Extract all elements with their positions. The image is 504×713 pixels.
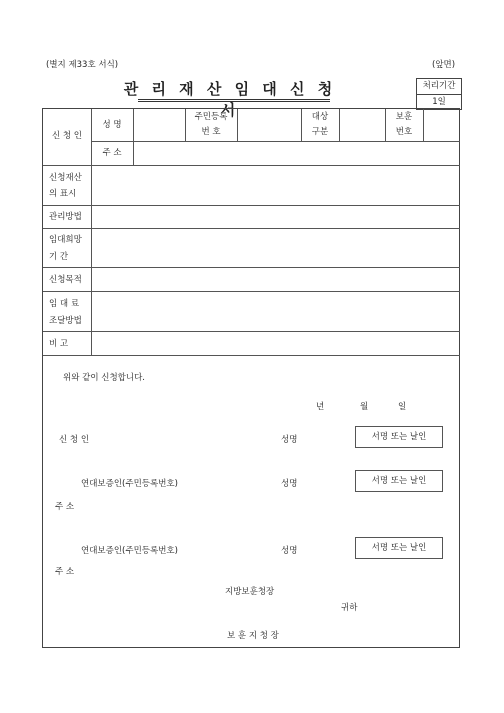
application-form (42, 108, 460, 648)
recipient-label: 지방보훈청장 (225, 587, 275, 597)
honorific-label: 귀하 (341, 603, 358, 613)
divider (423, 109, 424, 141)
divider (43, 165, 460, 166)
divider (339, 109, 340, 141)
guarantor-address-label: 주 소 (55, 502, 75, 512)
fee-label: 임 대 료 (49, 299, 80, 309)
divider (133, 109, 134, 165)
guarantor-name-label: 성명 (281, 479, 298, 489)
property-label: 신청재산 (49, 173, 82, 183)
document-title: 관 리 재 산 임 대 신 청 서 (123, 80, 337, 119)
title-underline (138, 99, 330, 102)
divider (43, 205, 460, 206)
target-type-label: 구분 (311, 127, 329, 137)
guarantor-signature-box[interactable]: 서명 또는 날인 (355, 537, 443, 559)
signatory-name-label: 성명 (281, 435, 298, 445)
address-label: 주 소 (102, 148, 122, 158)
ministry-label: 보 훈 지 청 장 (227, 631, 279, 641)
guarantor-label: 연대보증인(주민등록번호) (81, 546, 178, 556)
resident-number-label: 번 호 (201, 127, 221, 137)
purpose-label: 신청목적 (49, 275, 82, 285)
guarantor-address-label: 주 소 (55, 567, 75, 577)
divider (43, 331, 460, 332)
form-number: (별지 제33호 서식) (46, 60, 119, 70)
processing-period-value: 1일 (432, 97, 446, 107)
veteran-number-label: 보훈 (395, 112, 413, 122)
divider (43, 355, 460, 356)
guarantor-name-label: 성명 (281, 546, 298, 556)
declaration-statement: 위와 같이 신청합니다. (63, 373, 146, 383)
property-label: 의 표시 (49, 189, 77, 199)
management-label: 관리방법 (49, 212, 82, 222)
name-label: 성 명 (102, 120, 122, 130)
target-type-label: 대상 (311, 112, 329, 122)
divider (91, 141, 460, 142)
guarantor-label: 연대보증인(주민등록번호) (81, 479, 178, 489)
processing-period-label: 처리기간 (417, 79, 461, 95)
applicant-label: 신 청 인 (51, 131, 83, 141)
divider (43, 291, 460, 292)
year-label: 년 (316, 402, 325, 412)
divider (43, 267, 460, 268)
divider (237, 109, 238, 141)
month-label: 월 (360, 402, 369, 412)
signatory-applicant-label: 신 청 인 (59, 435, 90, 445)
day-label: 일 (398, 402, 407, 412)
applicant-signature-box[interactable]: 서명 또는 날인 (355, 426, 443, 448)
period-label: 기 간 (49, 252, 69, 262)
page-side: (앞면) (432, 60, 456, 70)
processing-period-box (416, 78, 462, 110)
divider (43, 228, 460, 229)
resident-number-label: 주민등록 (194, 112, 228, 122)
remarks-label: 비 고 (49, 339, 69, 349)
guarantor-signature-box[interactable]: 서명 또는 날인 (355, 470, 443, 492)
fee-label: 조달방법 (49, 316, 82, 326)
period-label: 임대희망 (49, 235, 82, 245)
veteran-number-label: 번호 (395, 127, 413, 137)
